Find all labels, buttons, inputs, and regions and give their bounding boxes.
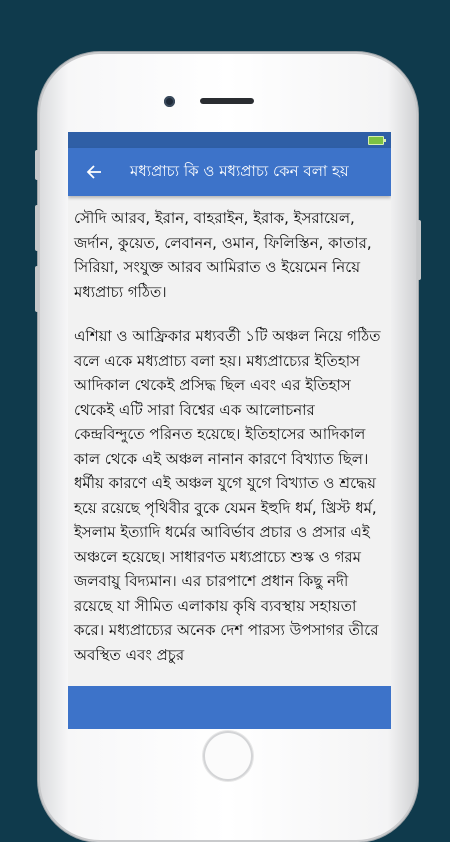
app-bar — [68, 148, 391, 196]
bottom-bar — [68, 686, 391, 729]
back-button[interactable] — [68, 148, 120, 196]
phone-volume-down-button — [35, 266, 39, 312]
app-screen — [68, 132, 391, 729]
front-camera — [164, 96, 175, 107]
arrow-left-icon — [86, 164, 102, 180]
status-bar — [68, 132, 391, 148]
phone-speaker — [200, 98, 254, 104]
phone-side-button — [35, 150, 39, 180]
phone-volume-up-button — [35, 205, 39, 251]
home-button[interactable] — [203, 731, 253, 781]
phone-power-button — [417, 220, 421, 280]
battery-icon — [368, 136, 384, 145]
page-title: মধ্যপ্রাচ্য কি ও মধ্যপ্রাচ্য কেন বলা হয় — [130, 161, 349, 180]
article-content[interactable] — [68, 196, 391, 686]
article-paragraph: এশিয়া ও আফ্রিকার মধ্যবর্তী ১টি অঞ্চল নিয়ে গঠিত বলে একে মধ্যপ্রাচ্য বলা হয়। মধ্যপ্রাচ্যের ইতিহাস আদিকাল থেকেই প্রসিদ্ধ ছিল এবং এর ইতিহাস থেকেই এটি সারা বিশ্বের এক আলোচনার কেন্দ্রবিন্দুতে পরিনত হয়েছে। ইতিহাসের আদিকাল কাল থেকে এই অঞ্চল নানান কারণে বিখ্যাত ছিল। ধর্মীয় কারণে এই অঞ্চল যুগে যুগে বিখ্যাত ও শ্রদ্ধেয় হয়ে রয়েছে পৃথিবীর বুকে যেমন ইহুদি ধর্ম, খ্রিস্ট ধর্ম, ইসলাম ইত্যাদি ধর্মের আবির্ভাব প্রচার ও প্রসার এই অঞ্চলে হয়েছে। সাধারণত মধ্যপ্রাচ্যে শুস্ক ও গরম জলবায়ু বিদ্যমান। এর চারপাশে প্রধান কিছু নদী রয়েছে যা সীমিত এলাকায় কৃষি ব্যবস্থায় সহায়তা করে। মধ্যপ্রাচ্যের অনেক দেশ পারস্য উপসাগর তীরে অবস্থিত এবং প্রচুর — [74, 327, 381, 664]
article-paragraph: সৌদি আরব, ইরান, বাহরাইন, ইরাক, ইসরায়েল, জর্দান, কুয়েত, লেবানন, ওমান, ফিলিস্তিন, কাতার, সিরিয়া, সংযুক্ত আরব আমিরাত ও ইয়েমেন নিয়ে মধ্যপ্রাচ্য গঠিত। — [74, 209, 372, 301]
